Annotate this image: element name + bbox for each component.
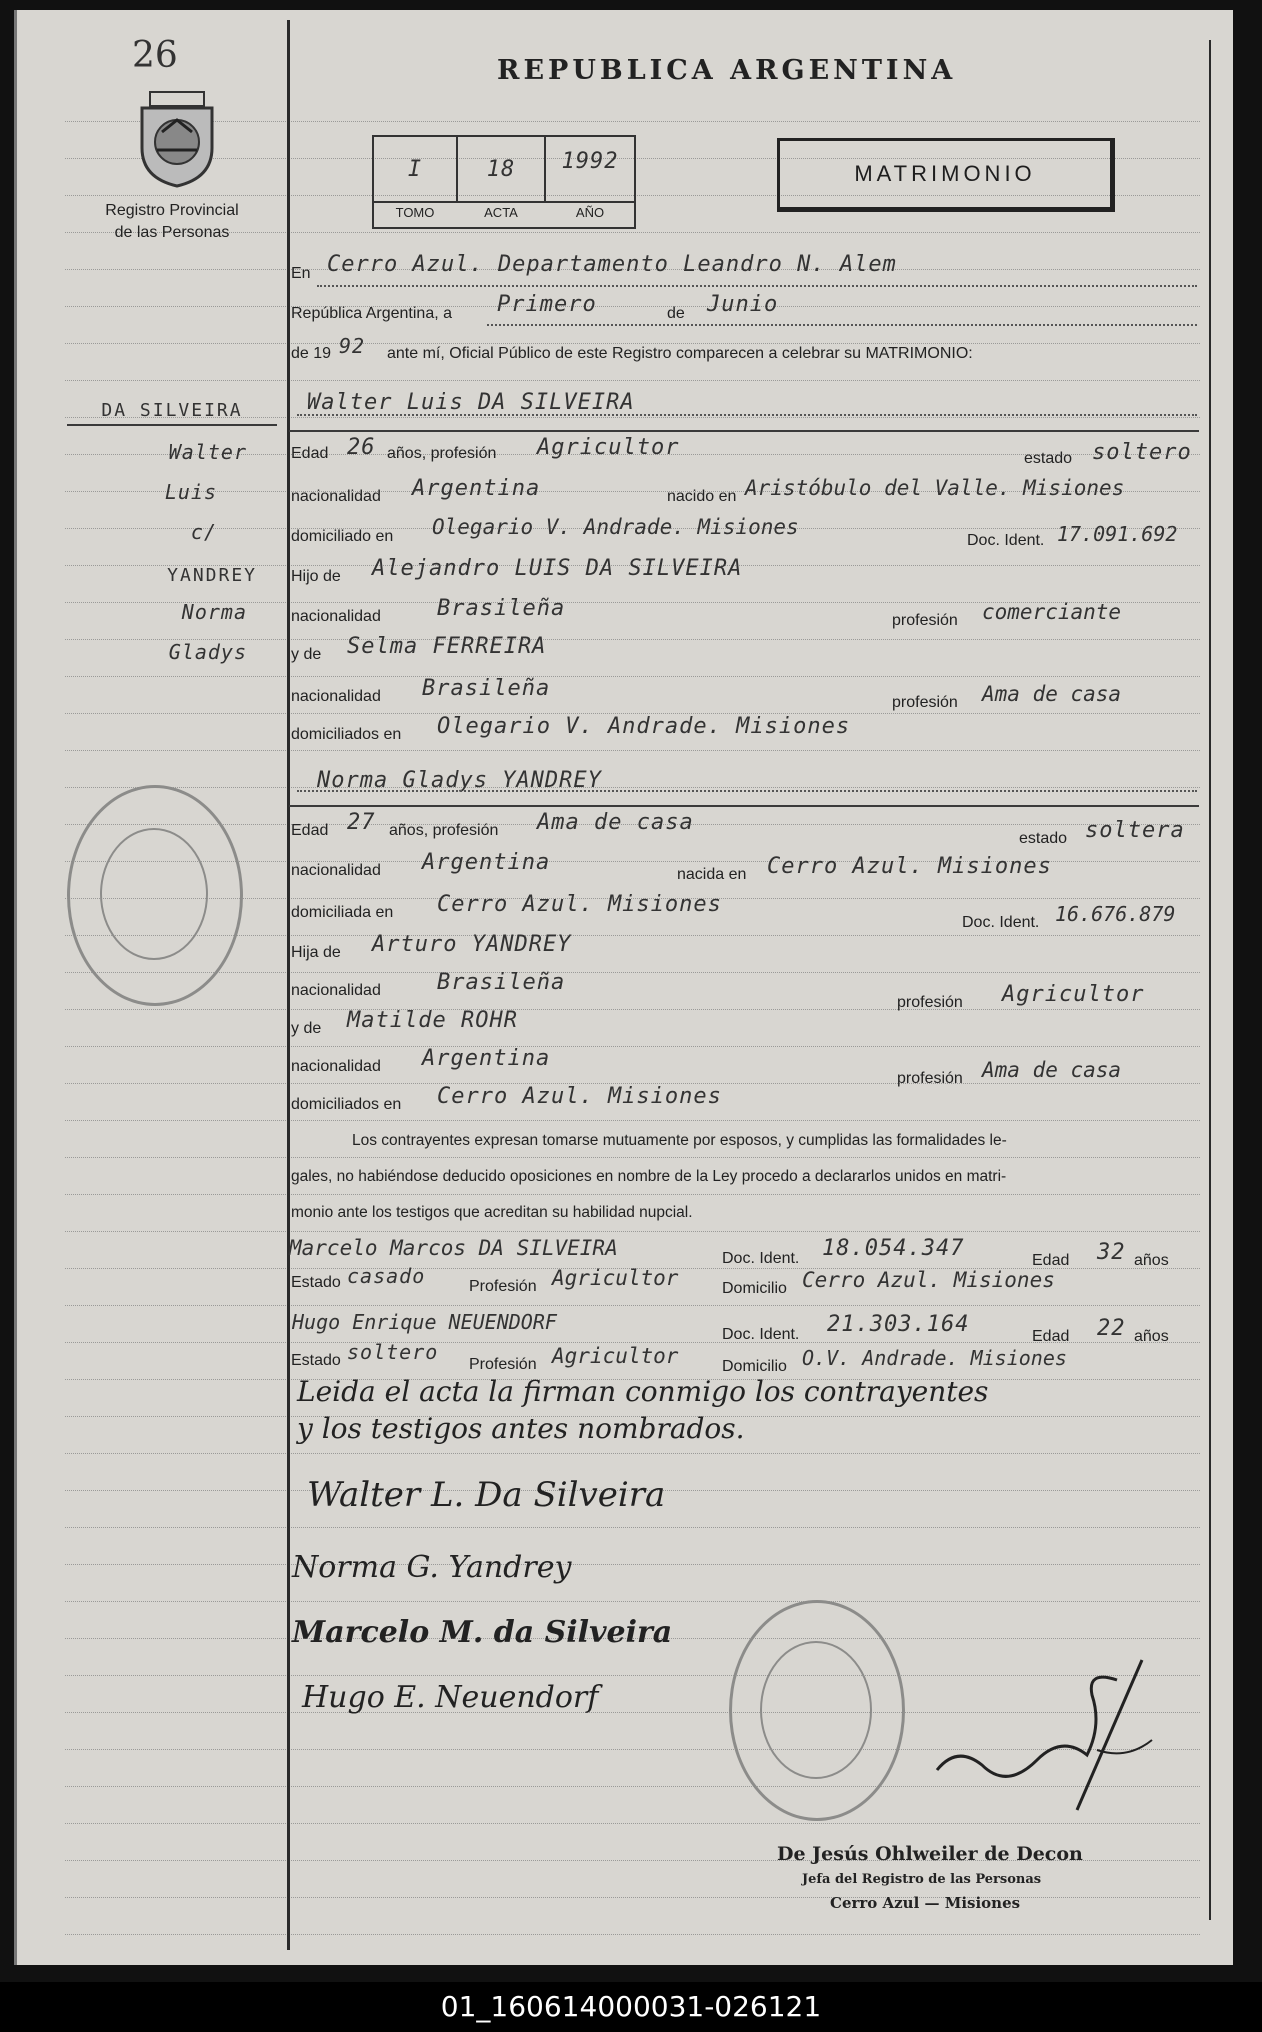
bride-profesion: Ama de casa <box>537 810 694 835</box>
groom-profesion: Agricultor <box>537 435 680 460</box>
bride-edad: 27 <box>347 810 376 835</box>
witness1-doc: 18.054.347 <box>822 1236 965 1261</box>
groom-doc: 17.091.692 <box>1057 522 1178 546</box>
witness1-profesion: Agricultor <box>552 1266 679 1290</box>
witness1-dom-label: Domicilio <box>722 1280 787 1297</box>
image-id-footer: 01_160614000031-026121 <box>0 1982 1262 2032</box>
groom-domicilio: Olegario V. Andrade. Misiones <box>432 515 799 539</box>
registry-seal-right <box>729 1600 905 1821</box>
registry-line2: de las Personas <box>114 224 230 241</box>
groom-parents-dom-label: domiciliados en <box>291 726 402 743</box>
groom-mother-nac: Brasileña <box>422 676 551 701</box>
groom-edad: 26 <box>347 435 376 460</box>
bride-nacionalidad: Argentina <box>422 850 551 875</box>
witness2-doc-label: Doc. Ident. <box>722 1326 800 1343</box>
ruled-line <box>65 1193 1200 1195</box>
closing-line1: Leida el acta la firman conmigo los contrayentes <box>297 1375 989 1408</box>
witness1-prof-label: Profesión <box>469 1278 537 1295</box>
margin-surname2: YANDREY <box>167 565 257 586</box>
groom-estado-label: estado <box>1024 450 1073 467</box>
witness1-doc-label: Doc. Ident. <box>722 1250 800 1267</box>
ruled-line <box>65 120 1200 122</box>
de-label: de <box>667 305 685 322</box>
section-line <box>289 805 1199 807</box>
groom-nacido-label: nacido en <box>667 488 737 505</box>
fill-line <box>317 285 1197 287</box>
margin-name1b: Luis <box>164 480 217 504</box>
intro-month: Junio <box>707 292 779 317</box>
margin-conj: c/ <box>190 520 217 544</box>
intro-statement: ante mí, Oficial Público de este Registro comparecen a celebrar su MATRIMONIO: <box>387 345 973 362</box>
record-box <box>372 135 636 229</box>
witness1-edad-label: Edad <box>1032 1252 1070 1269</box>
ruled-line <box>65 1230 1200 1232</box>
margin-divider <box>287 20 290 1950</box>
tomo-value: I <box>407 157 423 182</box>
bride-dom-label: domiciliada en <box>291 904 394 921</box>
bride-nacida: Cerro Azul. Misiones <box>767 854 1052 879</box>
groom-father-prof-label: profesión <box>892 612 958 629</box>
bride-mother-nac-label: nacionalidad <box>291 1058 381 1075</box>
declaration-line2: gales, no habiéndose deducido oposiciones en nombre de la Ley procedo a declararlos unidos en matri- <box>291 1168 1007 1185</box>
closing-line2: y los testigos antes nombrados. <box>297 1412 745 1445</box>
margin-name2a: Norma <box>181 600 247 624</box>
ruled-line <box>65 1563 1200 1565</box>
ruled-line <box>65 1045 1200 1047</box>
witness2-edad-label: Edad <box>1032 1328 1070 1345</box>
groom-mother: Selma FERREIRA <box>347 634 547 659</box>
page-number: 26 <box>132 35 178 76</box>
groom-father-prof: comerciante <box>982 600 1122 624</box>
tomo-cell <box>374 137 458 203</box>
groom-mother-prof-label: profesión <box>892 694 958 711</box>
fill-line <box>297 414 1197 416</box>
section-line <box>289 430 1199 432</box>
bride-mother-nac: Argentina <box>422 1046 551 1071</box>
signature-witness1: Marcelo M. da Silveira <box>292 1615 673 1650</box>
groom-mother-nac-label: nacionalidad <box>291 688 381 705</box>
ruled-line <box>65 1896 1200 1898</box>
bride-father-prof-label: profesión <box>897 994 963 1011</box>
bride-edad-label: Edad <box>291 822 329 839</box>
bride-name: Norma Gladys YANDREY <box>317 768 602 793</box>
fill-line <box>487 324 1197 326</box>
ruled-line <box>65 1304 1200 1306</box>
groom-yde-label: y de <box>291 646 322 663</box>
signature-groom: Walter L. Da Silveira <box>307 1475 666 1515</box>
groom-nac-label: nacionalidad <box>291 488 381 505</box>
document-type: MATRIMONIO <box>854 161 1036 186</box>
signature-witness2: Hugo E. Neuendorf <box>302 1680 599 1715</box>
bride-father-prof: Agricultor <box>1002 982 1145 1007</box>
official-title: Jefa del Registro de las Personas <box>802 1872 1042 1887</box>
witness2-doc: 21.303.164 <box>827 1312 970 1337</box>
margin-name1a: Walter <box>168 440 247 464</box>
witness1-edad: 32 <box>1097 1240 1126 1265</box>
registry-name <box>67 200 277 244</box>
witness2-domicilio: O.V. Andrade. Misiones <box>802 1346 1067 1370</box>
ruled-line <box>65 1156 1200 1158</box>
bride-nacida-label: nacida en <box>677 866 747 883</box>
ruled-line <box>65 749 1200 751</box>
en-label: En <box>291 265 311 282</box>
register-page <box>14 10 1233 1965</box>
ruled-line <box>65 786 1200 788</box>
bride-prof-label: años, profesión <box>389 822 499 839</box>
witness1-estado-label: Estado <box>291 1274 341 1291</box>
ruled-line <box>65 675 1200 677</box>
groom-hijo-label: Hijo de <box>291 568 341 585</box>
ruled-line <box>65 379 1200 381</box>
groom-father: Alejandro LUIS DA SILVEIRA <box>372 556 743 581</box>
ruled-line <box>65 342 1200 344</box>
groom-nacido: Aristóbulo del Valle. Misiones <box>745 476 1125 500</box>
groom-mother-prof: Ama de casa <box>982 682 1122 706</box>
margin-surname1: DA SILVEIRA <box>101 400 243 421</box>
witness2-estado-label: Estado <box>291 1352 341 1369</box>
witness1-anios-label: años <box>1134 1252 1169 1269</box>
registry-seal-left <box>67 785 243 1006</box>
witness2-anios-label: años <box>1134 1328 1169 1345</box>
witness2-estado: soltero <box>347 1340 439 1364</box>
country-label: República Argentina, a <box>291 305 452 322</box>
bride-doc: 16.676.879 <box>1055 902 1176 926</box>
bride-mother: Matilde ROHR <box>347 1008 518 1033</box>
fill-line <box>297 790 1197 792</box>
coat-of-arms-icon <box>132 90 222 195</box>
groom-nacionalidad: Argentina <box>412 476 541 501</box>
bride-domicilio: Cerro Azul. Misiones <box>437 892 722 917</box>
bride-father-nac-label: nacionalidad <box>291 982 381 999</box>
bride-father-nac: Brasileña <box>437 970 566 995</box>
year-label: de 19 <box>291 345 332 362</box>
margin-underline <box>67 424 277 426</box>
acta-value: 18 <box>486 157 516 182</box>
margin-name2b: Gladys <box>168 640 247 664</box>
ruled-line <box>65 1933 1200 1935</box>
right-border <box>1209 40 1211 1920</box>
tomo-label: TOMO <box>395 205 435 220</box>
anio-label: AÑO <box>575 205 605 220</box>
witness1-name: Marcelo Marcos DA SILVEIRA <box>289 1236 618 1260</box>
bride-parents-dom: Cerro Azul. Misiones <box>437 1084 722 1109</box>
witness2-dom-label: Domicilio <box>722 1358 787 1375</box>
official-signature-scribble <box>927 1650 1157 1825</box>
witness1-domicilio: Cerro Azul. Misiones <box>802 1268 1055 1292</box>
signature-bride: Norma G. Yandrey <box>292 1550 572 1585</box>
acta-label: ACTA <box>484 205 518 220</box>
witness2-name: Hugo Enrique NEUENDORF <box>292 1310 557 1334</box>
ruled-line <box>65 1008 1200 1010</box>
groom-parents-dom: Olegario V. Andrade. Misiones <box>437 714 851 739</box>
registry-line1: Registro Provincial <box>105 202 239 219</box>
anio-cell <box>546 137 634 203</box>
bride-nac-label: nacionalidad <box>291 862 381 879</box>
bride-doc-label: Doc. Ident. <box>962 914 1040 931</box>
document-type-box <box>777 138 1115 212</box>
bride-estado-label: estado <box>1019 830 1068 847</box>
groom-father-nac: Brasileña <box>437 596 566 621</box>
bride-mother-prof: Ama de casa <box>982 1058 1122 1082</box>
intro-place: Cerro Azul. Departamento Leandro N. Alem <box>327 252 897 277</box>
ruled-line <box>65 971 1200 973</box>
ruled-line <box>65 1600 1200 1602</box>
groom-doc-label: Doc. Ident. <box>967 532 1045 549</box>
groom-edad-label: Edad <box>291 445 329 462</box>
groom-dom-label: domiciliado en <box>291 528 394 545</box>
ruled-line <box>65 305 1200 307</box>
witness1-estado: casado <box>347 1264 426 1288</box>
groom-estado: soltero <box>1092 440 1192 465</box>
groom-father-nac-label: nacionalidad <box>291 608 381 625</box>
bride-estado: soltera <box>1085 818 1185 843</box>
groom-prof-label: años, profesión <box>387 445 497 462</box>
intro-day: Primero <box>497 292 597 317</box>
bride-parents-dom-label: domiciliados en <box>291 1096 402 1113</box>
bride-hija-label: Hija de <box>291 944 341 961</box>
anio-value: 1992 <box>561 149 619 174</box>
witness2-profesion: Agricultor <box>552 1344 679 1368</box>
witness2-edad: 22 <box>1097 1316 1126 1341</box>
ruled-line <box>65 1341 1200 1343</box>
bride-father: Arturo YANDREY <box>372 932 572 957</box>
bride-mother-prof-label: profesión <box>897 1070 963 1087</box>
bride-yde-label: y de <box>291 1020 322 1037</box>
year-value: 92 <box>339 334 366 358</box>
groom-name: Walter Luis DA SILVEIRA <box>307 390 635 415</box>
ruled-line <box>65 1526 1200 1528</box>
ruled-line <box>65 1452 1200 1454</box>
declaration-line1: Los contrayentes expresan tomarse mutuamente por esposos, y cumplidas las formalidades le- <box>352 1132 1007 1149</box>
official-name: De Jesús Ohlweiler de Decon <box>777 1843 1083 1865</box>
official-place: Cerro Azul — Misiones <box>830 1894 1021 1912</box>
country-title: REPUBLICA ARGENTINA <box>497 55 957 86</box>
ruled-line <box>65 1119 1200 1121</box>
acta-cell <box>458 137 546 203</box>
witness2-prof-label: Profesión <box>469 1356 537 1373</box>
declaration-line3: monio ante los testigos que acreditan su habilidad nupcial. <box>291 1204 693 1221</box>
